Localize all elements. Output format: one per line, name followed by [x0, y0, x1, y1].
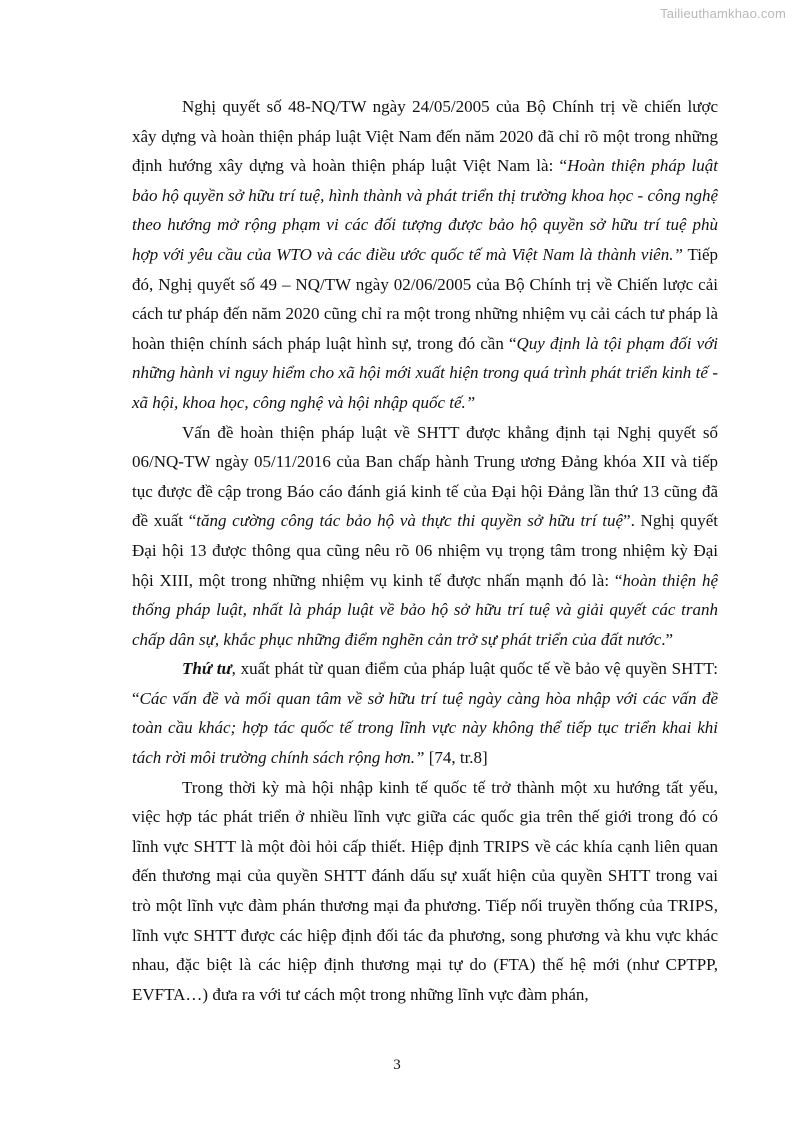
- quote-segment: hoàn thiện hệ thống pháp luật, nhất là pháp luật về bảo hộ sở hữu trí tuệ và giải quyết các tranh chấp dân sự, khắc phục những điểm nghẽn cản trở sự phát triển của đất nước: [132, 570, 718, 649]
- page-number: 3: [393, 1057, 401, 1073]
- text-segment: , xuất phát từ quan điểm của pháp luật quốc tế về bảo vệ quyền SHTT: “: [132, 659, 718, 708]
- text-segment: Vấn đề hoàn thiện pháp luật về SHTT được khẳng định tại Nghị quyết số 06/NQ-TW ngày 05/11/2016 của Ban chấp hành Trung ương Đảng khóa XII và tiếp tục được đề cập trong Báo cáo đánh giá kinh tế của Đại hội Đảng lần thứ 13 cũng đã đề xuất “: [132, 422, 718, 531]
- citation: [74, tr.8]: [424, 748, 488, 768]
- watermark: Tailieuthamkhao.com: [660, 6, 786, 21]
- text-segment: ”. Nghị quyết Đại hội 13 được thông qua cũng nêu rõ 06 nhiệm vụ trọng tâm trong nhiệm kỳ Đại hội XIII, một trong những nhiệm vụ kinh tế được nhấn mạnh đó là: “: [132, 511, 719, 590]
- text-segment: Trong thời kỳ mà hội nhập kinh tế quốc tế trở thành một xu hướng tất yếu, việc hợp tác phát triển ở nhiều lĩnh vực giữa các quốc gia trên thế giới trong đó có lĩnh vực SHTT là một đòi hỏi cấp thiết. Hiệp định TRIPS về các khía cạnh liên quan đến thương mại của quyền SHTT đánh dấu sự xuất hiện của quyền SHTT trong vai trò một lĩnh vực đàm phán thương mại đa phương. Tiếp nối truyền thống của TRIPS, lĩnh vực SHTT được các hiệp định đối tác đa phương, song phương và khu vực khác nhau, đặc biệt là các hiệp định thương mại tự do (FTA) thế hệ mới (như CPTPP, EVFTA…) đưa ra với tư cách một trong những lĩnh vực đàm phán,: [132, 777, 718, 1004]
- paragraph-2: [132, 418, 718, 655]
- document-body: [132, 92, 718, 1009]
- quote-segment: Hoàn thiện pháp luật bảo hộ quyền sở hữu trí tuệ, hình thành và phát triển thị trường khoa học - công nghệ theo hướng mở rộng phạm vi các đối tượng được bảo hộ quyền sở hữu trí tuệ phù hợp với yêu cầu của WTO và các điều ước quốc tế mà Việt Nam là thành viên.”: [132, 156, 718, 264]
- text-segment: Nghị quyết số 48-NQ/TW ngày 24/05/2005 của Bộ Chính trị về chiến lược xây dựng và hoàn thiện pháp luật Việt Nam đến năm 2020 đã chỉ rõ một trong những định hướng xây dựng và hoàn thiện pháp luật Việt Nam là: “: [132, 97, 718, 176]
- paragraph-3: [132, 654, 718, 772]
- quote-segment: Quy định là tội phạm đối với những hành vi nguy hiểm cho xã hội mới xuất hiện trong quá trình phát triển kinh tế - xã hội, khoa học, công nghệ và hội nhập quốc tế.”: [132, 333, 718, 412]
- quote-segment: tăng cường công tác bảo hộ và thực thi quyền sở hữu trí tuệ: [196, 511, 624, 531]
- text-segment: Tiếp đó, Nghị quyết số 49 – NQ/TW ngày 02/06/2005 của Bộ Chính trị về Chiến lược cải cách tư pháp đến năm 2020 cũng chỉ ra một trong những nhiệm vụ cải cách tư pháp là hoàn thiện chính sách pháp luật hình sự, trong đó cần “: [132, 244, 719, 353]
- paragraph-1: [132, 92, 718, 418]
- paragraph-4: [132, 773, 718, 1010]
- quote-segment: Các vấn đề và mối quan tâm về sở hữu trí tuệ ngày càng hòa nhập với các vấn đề toàn cầu khác; hợp tác quốc tế trong lĩnh vực này không thể tiếp tục triển khai khi tách rời môi trường chính sách rộng hơn.”: [132, 688, 718, 768]
- emphasis-heading: Thứ tư: [182, 659, 232, 679]
- text-segment: .”: [661, 629, 674, 649]
